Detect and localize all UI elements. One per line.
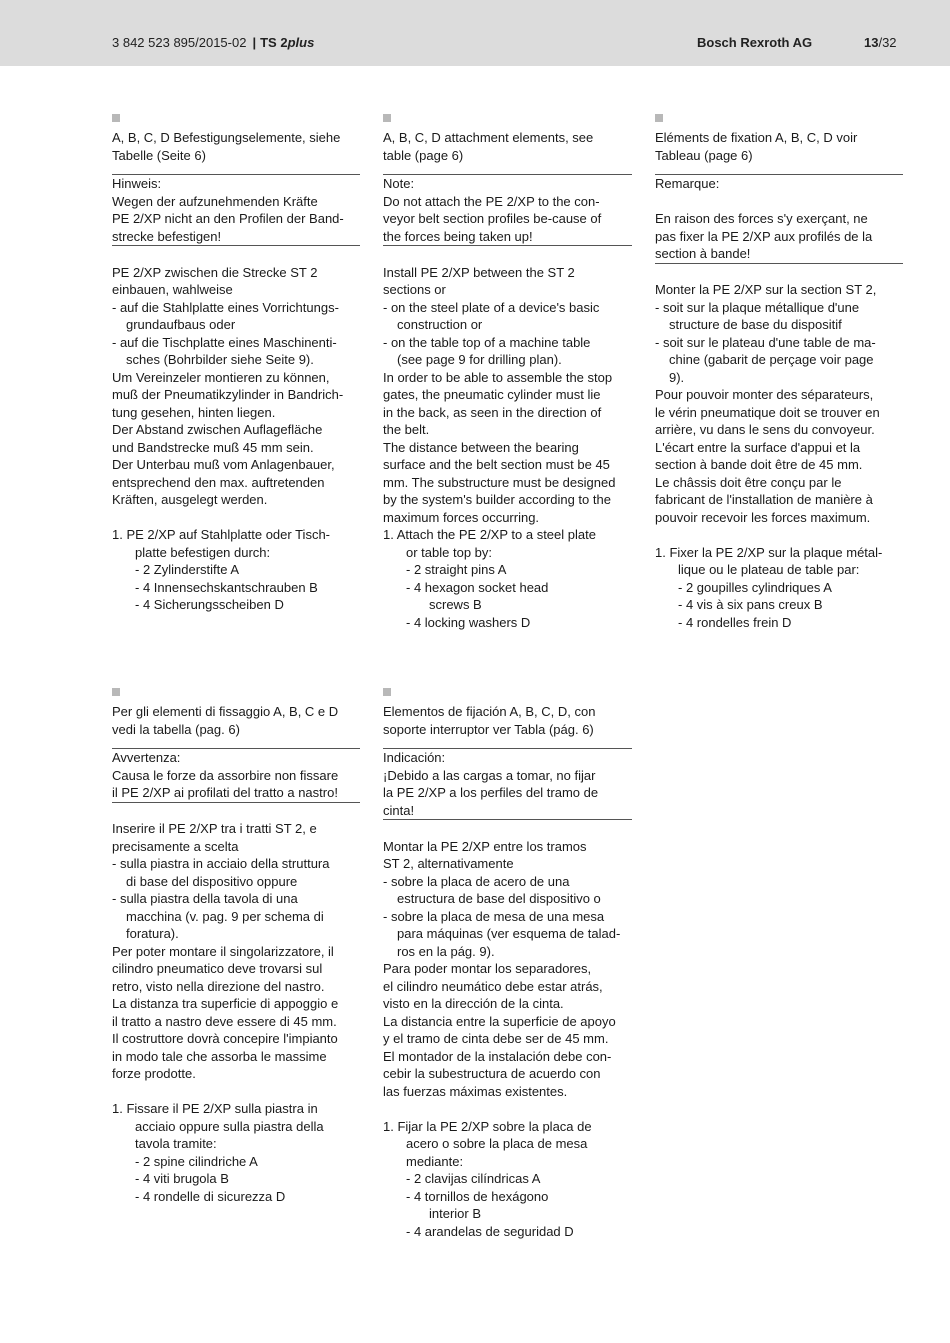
body-line: Montar la PE 2/XP entre los tramos	[383, 838, 587, 854]
list-item-cont: grundaufbaus oder	[126, 317, 236, 332]
note-line: la PE 2/XP a los perfiles del tramo de	[383, 785, 599, 800]
note-heading: Remarque:	[655, 176, 720, 191]
product-name	[260, 35, 314, 50]
list-item: - sobre la placa de mesa de una mesa	[383, 908, 605, 924]
step-line: acciaio oppure sulla piastra della	[135, 1118, 324, 1134]
list-item-cont: structure de base du dispositif	[669, 317, 842, 332]
intro-line: Eléments de fixation A, B, C, D voir	[655, 130, 858, 145]
list-item-cont: di base del dispositivo oppure	[126, 873, 298, 889]
body-line: visto en la dirección de la cinta.	[383, 996, 564, 1011]
note-heading: Note:	[383, 176, 415, 191]
note-line: PE 2/XP nicht an den Profilen der Band-	[112, 211, 344, 226]
section-german	[112, 114, 360, 614]
note-line: Wegen der aufzunehmenden Kräfte	[112, 193, 318, 209]
part-item: - 2 Zylinderstifte A	[135, 562, 240, 577]
section-english	[383, 114, 632, 631]
note-line: ¡Debido a las cargas a tomar, no fijar	[383, 767, 596, 783]
body-line: La distancia entre la superficie de apoyo	[383, 1013, 616, 1029]
step-line: 1. PE 2/XP auf Stahlplatte oder Tisch-	[112, 527, 330, 542]
page-number	[864, 35, 897, 50]
part-item: - 4 hexagon socket head	[406, 579, 549, 595]
body-line: Le châssis doit être conçu par le	[655, 474, 842, 490]
section-marker-icon	[383, 114, 391, 122]
body-line: by the system's builder according to the	[383, 492, 611, 507]
body-line: einbauen, wahlweise	[112, 282, 233, 297]
header-separator: |	[252, 35, 257, 50]
list-item: - auf die Tischplatte eines Maschinenti-	[112, 334, 337, 350]
intro-line: Per gli elementi di fissaggio A, B, C e D	[112, 704, 339, 719]
note-line: the forces being taken up!	[383, 228, 533, 244]
body-line: gates, the pneumatic cylinder must lie	[383, 387, 601, 402]
body-line: In order to be able to assemble the stop	[383, 369, 613, 385]
body-line: Um Vereinzeler montieren zu können,	[112, 369, 330, 385]
body-line: surface and the belt section must be 45	[383, 457, 610, 472]
part-item: - 2 spine cilindriche A	[135, 1153, 258, 1169]
company-name: Bosch Rexroth AG	[697, 35, 813, 50]
part-item: - 4 locking washers D	[406, 614, 531, 630]
note-line: veyor belt section profiles be-cause of	[383, 211, 602, 226]
part-item: - 2 clavijas cilíndricas A	[406, 1171, 541, 1186]
body-line: L'écart entre la surface d'appui et la	[655, 439, 861, 455]
body-line: La distanza tra superficie di appoggio e	[112, 996, 339, 1011]
step-line: 1. Fixer la PE 2/XP sur la plaque métal-	[655, 544, 883, 560]
body-line: le vérin pneumatique doit se trouver en	[655, 404, 880, 420]
note-heading: Avvertenza:	[112, 750, 181, 765]
list-item: - soit sur la plaque métallique d'une	[655, 299, 860, 315]
section-marker-icon	[655, 114, 663, 122]
step-line: platte befestigen durch:	[135, 544, 271, 560]
part-item: - 4 arandelas de seguridad D	[406, 1223, 574, 1239]
list-item: - soit sur le plateau d'une table de ma-	[655, 334, 876, 350]
list-item: - on the steel plate of a device's basic	[383, 299, 600, 315]
section-spanish	[383, 688, 632, 1240]
body-line: pouvoir recevoir les forces maximum.	[655, 509, 871, 525]
page-total: /32	[878, 35, 897, 50]
list-item: - auf die Stahlplatte eines Vorrichtungs-	[112, 299, 339, 315]
part-item: - 4 Innensechskantschrauben B	[135, 579, 318, 595]
body-line: Der Unterbau muß vom Anlagenbauer,	[112, 457, 335, 472]
document-reference	[112, 35, 314, 50]
body-line: in modo tale che assorba le massime	[112, 1048, 327, 1064]
list-item-cont: 9).	[669, 369, 685, 385]
body-line: El montador de la instalación debe con-	[383, 1048, 612, 1064]
note-line: cinta!	[383, 802, 415, 818]
intro-line: vedi la tabella (pag. 6)	[112, 721, 240, 737]
note-line: Do not attach the PE 2/XP to the con-	[383, 193, 600, 209]
note-line: strecke befestigen!	[112, 228, 222, 244]
list-item-cont: construction or	[397, 317, 483, 332]
step-line: tavola tramite:	[135, 1136, 217, 1151]
section-marker-icon	[112, 688, 120, 696]
body-line: the belt.	[383, 422, 430, 437]
note-heading: Hinweis:	[112, 176, 162, 191]
list-item-cont: (see page 9 for drilling plan).	[397, 352, 562, 367]
intro-line: soporte interruptor ver Tabla (pág. 6)	[383, 721, 594, 737]
note-heading: Indicación:	[383, 750, 446, 765]
body-line: Inserire il PE 2/XP tra i tratti ST 2, e	[112, 821, 317, 836]
section-marker-icon	[383, 688, 391, 696]
part-item: - 4 tornillos de hexágono	[406, 1188, 549, 1204]
list-item-cont: para máquinas (ver esquema de talad-	[397, 926, 621, 941]
step-line: lique ou le plateau de table par:	[678, 562, 860, 577]
part-item: - 2 straight pins A	[406, 562, 507, 577]
body-line: Per poter montare il singolarizzatore, il	[112, 943, 334, 959]
list-item-cont: estructura de base del dispositivo o	[397, 891, 601, 906]
intro-line: table (page 6)	[383, 147, 464, 163]
step-line: 1. Fijar la PE 2/XP sobre la placa de	[383, 1118, 592, 1134]
body-line: arrière, vu dans le sens du convoyeur.	[655, 422, 875, 437]
body-line: tung gesehen, hinten liegen.	[112, 404, 276, 420]
body-line: Monter la PE 2/XP sur la section ST 2,	[655, 282, 877, 297]
body-line: cilindro pneumatico deve trovarsi sul	[112, 961, 323, 976]
part-item: - 4 viti brugola B	[135, 1171, 229, 1186]
part-item: - 2 goupilles cylindriques A	[678, 579, 832, 595]
list-item-cont: foratura).	[126, 926, 179, 941]
list-item-cont: ros en la pág. 9).	[397, 943, 495, 959]
part-item: - 4 vis à six pans creux B	[678, 597, 823, 612]
list-item-cont: sches (Bohrbilder siehe Seite 9).	[126, 352, 314, 367]
part-item-cont: interior B	[429, 1206, 482, 1221]
body-line: in the back, as seen in the direction of	[383, 404, 602, 420]
body-line: Il costruttore dovrà concepire l'impianto	[112, 1031, 338, 1046]
list-item-cont: chine (gabarit de perçage voir page	[669, 352, 874, 367]
body-line: entsprechend den max. auftretenden	[112, 474, 325, 490]
body-line: maximum forces occurring.	[383, 509, 540, 525]
section-italian	[112, 688, 360, 1205]
body-line: section à bande doit être de 45 mm.	[655, 457, 863, 472]
intro-line: Elementos de fijación A, B, C, D, con	[383, 704, 596, 719]
body-line: Kräften, ausgelegt werden.	[112, 492, 268, 507]
body-line: Para poder montar los separadores,	[383, 961, 592, 976]
note-line: pas fixer la PE 2/XP aux profilés de la	[655, 228, 873, 244]
step-line: 1. Fissare il PE 2/XP sulla piastra in	[112, 1101, 318, 1116]
body-line: Install PE 2/XP between the ST 2	[383, 264, 575, 280]
part-item: - 4 rondelles frein D	[678, 614, 792, 630]
body-line: The distance between the bearing	[383, 439, 579, 455]
body-line: el cilindro neumático debe estar atrás,	[383, 978, 603, 994]
body-line: il tratto a nastro deve essere di 45 mm.	[112, 1013, 337, 1029]
doc-number: 3 842 523 895/2015-02	[112, 35, 247, 50]
note-line: Causa le forze da assorbire non fissare	[112, 767, 339, 783]
step-line: 1. Attach the PE 2/XP to a steel plate	[383, 527, 596, 542]
intro-line: A, B, C, D Befestigungselemente, siehe	[112, 130, 341, 145]
page-current: 13	[864, 35, 879, 50]
body-line: fabricant de l'installation de manière à	[655, 492, 873, 507]
body-line: ST 2, alternativamente	[383, 856, 514, 871]
part-item: - 4 rondelle di sicurezza D	[135, 1188, 286, 1204]
product-prefix: TS 2	[260, 35, 288, 50]
body-line: Pour pouvoir monter des séparateurs,	[655, 387, 874, 402]
body-line: y el tramo de cinta debe ser de 45 mm.	[383, 1031, 609, 1046]
product-suffix: plus	[287, 35, 315, 50]
body-line: las fuerzas máximas existentes.	[383, 1083, 568, 1099]
section-marker-icon	[112, 114, 120, 122]
step-line: acero o sobre la placa de mesa	[406, 1136, 588, 1151]
body-line: sections or	[383, 282, 446, 297]
body-line: PE 2/XP zwischen die Strecke ST 2	[112, 264, 318, 280]
part-item-cont: screws B	[429, 597, 482, 612]
intro-line: Tableau (page 6)	[655, 147, 753, 163]
body-line: cebir la subestructura de acuerdo con	[383, 1066, 601, 1081]
list-item: - sulla piastra della tavola di una	[112, 891, 298, 906]
body-line: precisamente a scelta	[112, 838, 239, 854]
body-line: Der Abstand zwischen Auflagefläche	[112, 422, 323, 437]
note-line: section à bande!	[655, 246, 751, 261]
note-line: il PE 2/XP ai profilati del tratto a nastro!	[112, 785, 338, 800]
step-line: mediante:	[406, 1153, 464, 1169]
intro-line: Tabelle (Seite 6)	[112, 147, 206, 163]
page-header	[0, 0, 950, 66]
body-line: mm. The substructure must be designed	[383, 474, 616, 490]
intro-line: A, B, C, D attachment elements, see	[383, 130, 594, 145]
body-line: forze prodotte.	[112, 1066, 196, 1081]
list-item: - on the table top of a machine table	[383, 334, 591, 350]
note-line: En raison des forces s'y exerçant, ne	[655, 211, 868, 226]
list-item: - sobre la placa de acero de una	[383, 873, 570, 889]
list-item: - sulla piastra in acciaio della struttura	[112, 856, 330, 871]
section-french	[655, 114, 903, 631]
body-line: und Bandstrecke muß 45 mm sein.	[112, 439, 314, 455]
body-line: retro, visto nella direzione del nastro.	[112, 978, 325, 994]
step-line: or table top by:	[406, 544, 492, 560]
part-item: - 4 Sicherungsscheiben D	[135, 597, 284, 612]
list-item-cont: macchina (v. pag. 9 per schema di	[126, 908, 324, 924]
body-line: muß der Pneumatikzylinder in Bandrich-	[112, 387, 344, 402]
